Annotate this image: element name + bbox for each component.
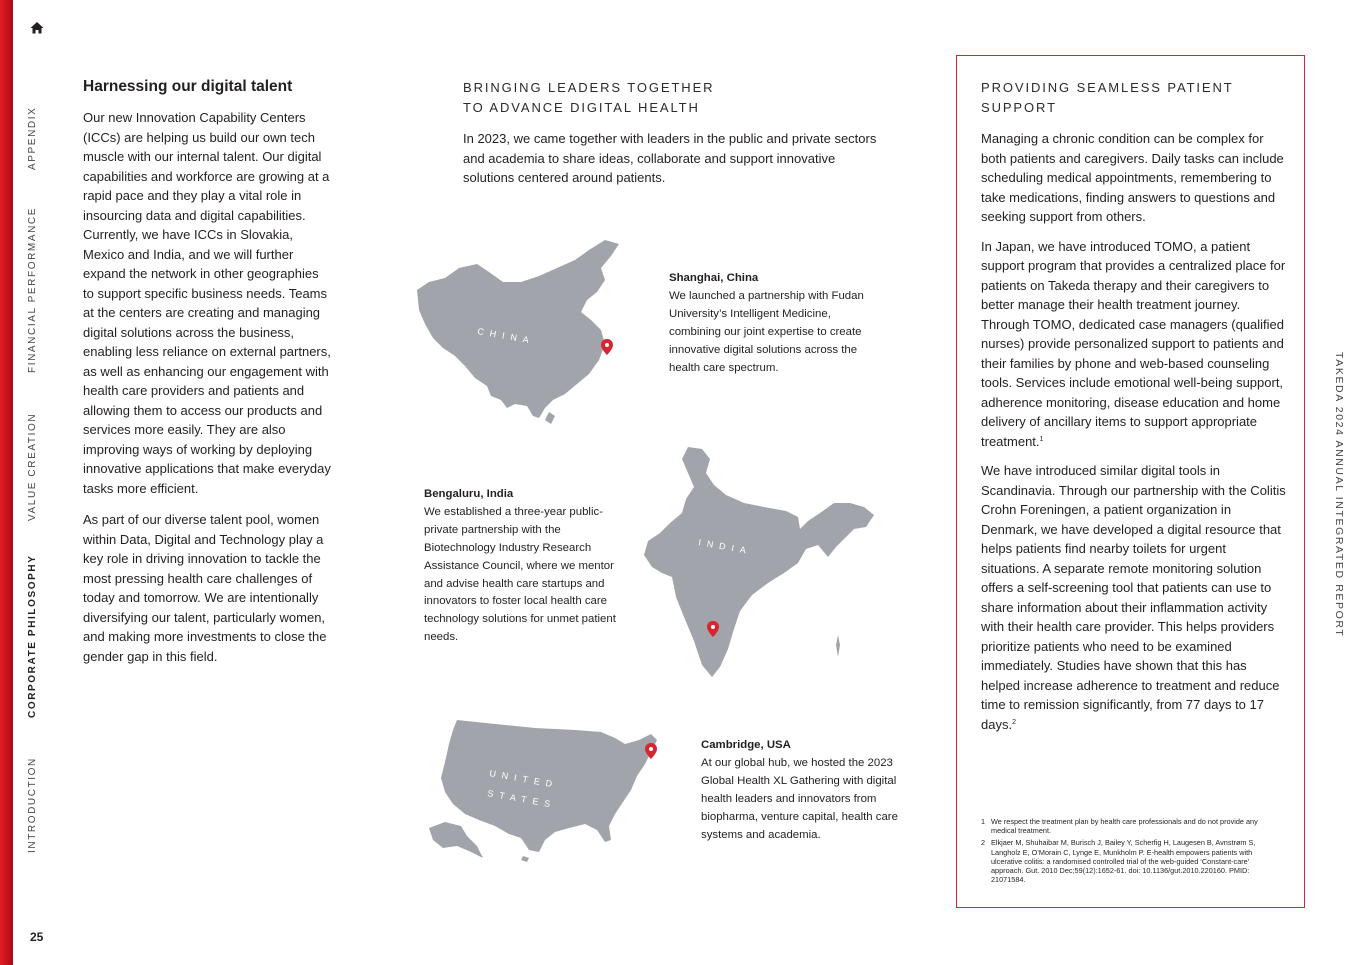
nav-item-value-creation[interactable]: VALUE CREATION bbox=[27, 412, 38, 521]
cambridge-block bbox=[701, 737, 909, 844]
china-map bbox=[415, 238, 645, 428]
hawaii-shape bbox=[521, 856, 529, 862]
footnote: 1 We respect the treatment plan by health care professionals and do not provide any medical treatment. bbox=[981, 817, 1258, 836]
digital-talent-section bbox=[83, 78, 333, 678]
india-map bbox=[640, 445, 880, 680]
panel-heading: PROVIDING SEAMLESS PATIENT SUPPORT bbox=[981, 80, 1234, 115]
home-icon[interactable] bbox=[30, 21, 44, 35]
paragraph: We have introduced similar digital tools in Scandinavia. Through our partnership with the Colitis Crohn Foreningen, a patient organization in Denmark, we have developed a digital resource that helps patients find nearby toilets for urgent situations. A separate remote monitoring solution offers a self-screening tool that patients can use to share information about their inflammation activity with their health care provider. This helps providers prioritize patients who need to be examined immediately. Studies have shown that this has helped increase adherence to treatment and reduce time to remission significantly, from 77 days to 17 days.$^2$ bbox=[981, 463, 1286, 732]
intro-paragraph: In 2023, we came together with leaders in the public and private sectors and academia to share ideas, collaborate and support innovative solutions centered around patients. bbox=[463, 131, 877, 185]
alaska-shape bbox=[429, 822, 483, 858]
usa-label-line2: STATES bbox=[486, 788, 558, 811]
section-heading: BRINGING LEADERS TOGETHER TO ADVANCE DIGITAL HEALTH bbox=[463, 80, 715, 115]
paragraph: As part of our diverse talent pool, women within Data, Digital and Technology play a key role in driving innovation to tackle the most pressing health care challenges of today and tomorrow. We are intentionally diversifying our talent, particularly women, and making more investments to close the gender gap in this field. bbox=[83, 512, 327, 664]
footnote-ref[interactable]: 2 bbox=[1012, 718, 1016, 726]
location-title: Shanghai, China bbox=[669, 272, 759, 284]
nav-item-introduction[interactable]: INTRODUCTION bbox=[27, 757, 38, 853]
paragraph: Managing a chronic condition can be complex for both patients and caregivers. Daily tasks can include scheduling medical appointments, remembering to take medications, finding answers to questions and seeking support from others. bbox=[981, 131, 1284, 224]
page-number: 25 bbox=[30, 930, 44, 944]
location-text: At our global hub, we hosted the 2023 Global Health XL Gathering with digital health leaders and innovators from biopharma, venture capital, health care systems and academia. bbox=[701, 756, 898, 841]
china-shape bbox=[417, 240, 619, 418]
china-label: CHINA bbox=[476, 326, 536, 347]
footnotes bbox=[981, 817, 1281, 887]
shanghai-pin-icon bbox=[601, 339, 613, 355]
nav-item-appendix[interactable]: APPENDIX bbox=[27, 106, 38, 170]
section-heading: Harnessing our digital talent bbox=[83, 78, 293, 95]
usa-label-line1: UNITED bbox=[488, 768, 559, 791]
location-text: We established a three-year public-private partnership with the Biotechnology Industry Research Assistance Council, where we mentor and advise health care startups and innovators to foster local health care technology solutions for unmet patient needs. bbox=[424, 505, 616, 644]
footnote-ref[interactable]: 1 bbox=[1039, 435, 1044, 443]
bengaluru-block bbox=[424, 486, 624, 647]
islands-shape bbox=[836, 635, 840, 657]
footnote: 2 Elkjaer M, Shuhaibar M, Burisch J, Bailey Y, Scherfig H, Laugesen B, Avnstrøm S, Langholz E, O’Morain C, Lynge E, Munkholm P. E-health empowers patients with ulcerative colitis: a randomised controlled trial of the web-guided ‘Constant-care’ approach. Gut. 2010 Dec;59(12):1652-61. doi: 10.1136/gut.2010.220160. PMID: 21071584. bbox=[981, 838, 1256, 885]
section-nav bbox=[27, 100, 49, 860]
accent-bar bbox=[0, 0, 13, 965]
report-title: TAKEDA 2024 ANNUAL INTEGRATED REPORT bbox=[1333, 352, 1345, 638]
nav-item-corporate-philosophy[interactable]: CORPORATE PHILOSOPHY bbox=[27, 554, 38, 718]
india-label: INDIA bbox=[697, 537, 753, 557]
location-title: Cambridge, USA bbox=[701, 739, 791, 751]
location-title: Bengaluru, India bbox=[424, 488, 514, 500]
usa-map bbox=[425, 718, 665, 863]
patient-support-panel bbox=[956, 55, 1305, 908]
leaders-section bbox=[463, 78, 883, 188]
paragraph: Our new Innovation Capability Centers (ICCs) are helping us build our own tech muscle with our internal talent. Our digital capabilities and workforce are growing at a rapid pace and they play a vital role in insourcing data and digital capabilities. Currently, we have ICCs in Slovakia, Mexico and India, and we will further expand the network in other geographies to support specific business needs. Teams at the centers are creating and managing digital solutions across the business, enabling less reliance on external partners, as well as enhancing our engagement with health care providers and patients and allowing them to access our products and services more easily. They are also improving ways of working by deploying innovative applications that make everyday tasks more efficient. bbox=[83, 110, 331, 496]
location-text: We launched a partnership with Fudan University’s Intelligent Medicine, combining our joint expertise to create innovative digital solutions across the health care spectrum. bbox=[669, 289, 864, 374]
hainan-shape bbox=[545, 412, 555, 424]
paragraph: In Japan, we have introduced TOMO, a patient support program that provides a centralized place for patients on Takeda therapy and their caregivers to better manage their health treatment journey. Through TOMO, dedicated case managers (qualified nurses) provide personalized support to patients and their families by phone and web-based counseling tools. Services include emotional well-being support, adherence monitoring, disease education and home delivery of ancillary items to support appropriate treatment.$^1$ bbox=[981, 238, 1286, 449]
shanghai-block bbox=[669, 270, 869, 377]
nav-item-financial-performance[interactable]: FINANCIAL PERFORMANCE bbox=[27, 206, 38, 373]
